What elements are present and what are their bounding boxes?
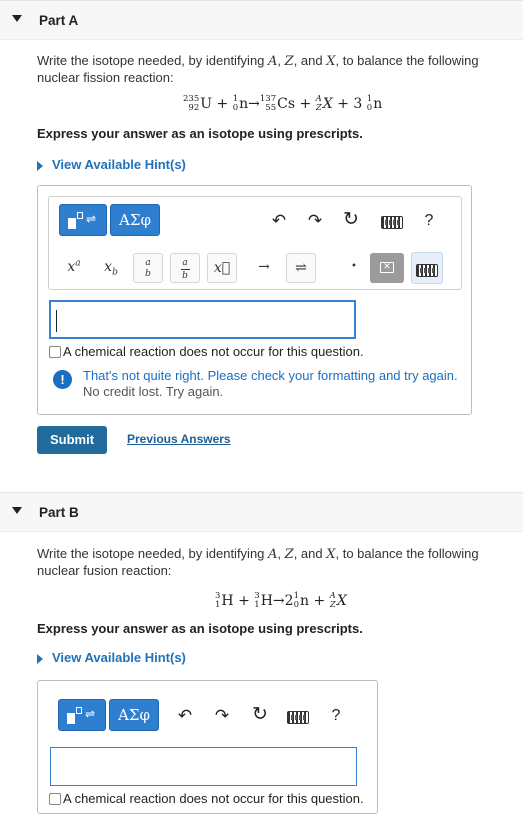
swap-arrows-icon: ⇌ bbox=[85, 707, 96, 721]
element-symbol: H bbox=[221, 593, 234, 609]
previous-answers-link[interactable]: Previous Answers bbox=[127, 432, 231, 446]
element-symbol: U bbox=[200, 96, 213, 112]
sym-exp: a bbox=[75, 258, 81, 269]
element-symbol: n bbox=[300, 593, 310, 609]
question-text: , to balance the following nuclear fusion reaction: bbox=[37, 546, 479, 578]
part-b-instruction: Express your answer as an isotope using prescripts. bbox=[37, 621, 363, 636]
plus-sign: + bbox=[337, 96, 349, 112]
greek-symbols-button[interactable]: ΑΣφ bbox=[110, 204, 160, 236]
arrow-right-icon: → bbox=[258, 259, 270, 275]
part-a-header[interactable] bbox=[0, 0, 523, 40]
part-a-instruction: Express your answer as an isotope using prescripts. bbox=[37, 126, 363, 141]
feedback-sub-text: No credit lost. Try again. bbox=[83, 384, 224, 399]
element-symbol: n bbox=[239, 96, 249, 112]
prescript: 1 0 bbox=[293, 591, 299, 610]
question-sep: , and bbox=[293, 53, 327, 68]
keyboard-icon bbox=[416, 264, 438, 277]
no-reaction-checkbox[interactable] bbox=[49, 793, 61, 805]
subscript-button[interactable] bbox=[96, 253, 126, 283]
templates-button[interactable] bbox=[58, 699, 106, 731]
templates-button[interactable] bbox=[59, 204, 107, 236]
plus-sign: + bbox=[238, 593, 250, 609]
redo-icon[interactable]: ↷ bbox=[307, 211, 323, 230]
prescript: 235 92 bbox=[183, 94, 200, 113]
reaction-arrow-button[interactable] bbox=[249, 253, 279, 283]
feedback-main-text: That's not quite right. Please check your formatting and try again. bbox=[83, 368, 458, 383]
prescript: 137 55 bbox=[259, 94, 277, 113]
coefficient: 3 bbox=[353, 96, 363, 112]
template-icon bbox=[68, 218, 76, 229]
expand-triangle-icon bbox=[37, 161, 43, 171]
answer-input[interactable] bbox=[49, 300, 356, 339]
equilibrium-arrow-button[interactable] bbox=[286, 253, 316, 283]
element-symbol: Cs bbox=[277, 96, 296, 112]
math-toolbar bbox=[48, 196, 462, 290]
prescript: 1 0 bbox=[366, 94, 373, 113]
help-button[interactable]: ? bbox=[424, 212, 434, 229]
equilibrium-icon: ⇌ bbox=[295, 260, 307, 276]
swap-arrows-icon: ⇌ bbox=[86, 212, 97, 226]
var-x: X bbox=[326, 547, 336, 562]
question-sep: , bbox=[277, 546, 285, 561]
collapse-caret-icon[interactable] bbox=[12, 15, 22, 22]
part-a-title: Part A bbox=[39, 13, 79, 28]
part-a-answer-box bbox=[37, 185, 472, 415]
vector-icon: x⃗ bbox=[213, 260, 231, 276]
checkbox-label: A chemical reaction does not occur for this question. bbox=[63, 791, 364, 806]
submit-button[interactable]: Submit bbox=[37, 426, 107, 454]
var-a: A bbox=[268, 54, 278, 69]
fraction-icon: a b bbox=[145, 258, 151, 279]
element-symbol: n bbox=[373, 96, 383, 112]
alert-icon: ! bbox=[53, 370, 72, 389]
collapse-caret-icon[interactable] bbox=[12, 507, 22, 514]
prescript: A Z bbox=[329, 591, 336, 610]
prescript: A Z bbox=[315, 94, 322, 113]
plus-sign: + bbox=[313, 593, 326, 609]
no-reaction-option[interactable] bbox=[49, 344, 364, 359]
prescript: 3 1 bbox=[254, 591, 260, 610]
prescript: 3 1 bbox=[215, 591, 221, 610]
question-text: Write the isotope needed, by identifying bbox=[37, 53, 269, 68]
question-sep: , and bbox=[293, 546, 327, 561]
element-symbol: X bbox=[322, 96, 333, 112]
vector-button[interactable] bbox=[207, 253, 237, 283]
fission-equation bbox=[183, 95, 382, 113]
plus-sign: + bbox=[299, 96, 312, 112]
answer-input[interactable] bbox=[50, 747, 357, 786]
keyboard-shortcuts-icon[interactable] bbox=[381, 216, 403, 229]
part-b-question bbox=[37, 546, 507, 579]
reaction-arrow: → bbox=[248, 96, 260, 112]
question-sep: , bbox=[277, 53, 285, 68]
sym-base: x bbox=[104, 259, 113, 275]
undo-icon[interactable]: ↶ bbox=[177, 706, 193, 725]
no-reaction-checkbox[interactable] bbox=[49, 346, 61, 358]
hint-label: View Available Hint(s) bbox=[52, 650, 186, 665]
keyboard-shortcuts-icon[interactable] bbox=[287, 711, 309, 724]
part-b-header[interactable] bbox=[0, 492, 523, 532]
part-b-hint-link[interactable] bbox=[37, 650, 186, 665]
delete-button[interactable] bbox=[370, 253, 404, 283]
template-icon bbox=[67, 713, 75, 724]
superscript-button[interactable] bbox=[59, 253, 89, 283]
coefficient: 2 bbox=[284, 593, 294, 609]
reset-icon[interactable]: ↻ bbox=[252, 704, 268, 725]
text-cursor bbox=[56, 310, 57, 332]
dot-button[interactable] bbox=[339, 253, 369, 283]
backspace-icon: ✕ bbox=[380, 262, 394, 273]
fusion-equation bbox=[215, 592, 347, 610]
redo-icon[interactable]: ↷ bbox=[214, 706, 230, 725]
part-a-question bbox=[37, 53, 507, 86]
part-b-answer-box bbox=[37, 680, 378, 814]
var-z: Z bbox=[284, 54, 294, 69]
keyboard-toggle-button[interactable] bbox=[411, 252, 443, 284]
template-icon-box bbox=[77, 212, 83, 219]
prescript: 1 0 bbox=[232, 94, 239, 113]
reset-icon[interactable]: ↻ bbox=[343, 209, 359, 230]
element-symbol: X bbox=[336, 593, 347, 609]
checkbox-label: A chemical reaction does not occur for this question. bbox=[63, 344, 364, 359]
plus-sign: + bbox=[216, 96, 229, 112]
hint-label: View Available Hint(s) bbox=[52, 157, 186, 172]
var-x: X bbox=[326, 54, 336, 69]
no-reaction-option[interactable] bbox=[49, 791, 364, 806]
reaction-arrow: → bbox=[272, 593, 285, 609]
help-button[interactable]: ? bbox=[331, 707, 341, 724]
undo-icon[interactable]: ↶ bbox=[271, 211, 287, 230]
stacked-fraction-icon: $\frac{a}{b}$ bbox=[182, 258, 188, 281]
sym-sub: b bbox=[112, 267, 118, 278]
element-symbol: H bbox=[260, 593, 273, 609]
question-text: Write the isotope needed, by identifying bbox=[37, 546, 269, 561]
part-b-title: Part B bbox=[39, 505, 79, 520]
var-a: A bbox=[268, 547, 278, 562]
template-icon-box bbox=[76, 707, 82, 714]
var-z: Z bbox=[284, 547, 294, 562]
question-text: , to balance the following nuclear fission reaction: bbox=[37, 53, 479, 85]
dot-icon: • bbox=[351, 261, 357, 272]
fraction-button[interactable] bbox=[133, 253, 163, 283]
sym-base: x bbox=[67, 259, 76, 275]
expand-triangle-icon bbox=[37, 654, 43, 664]
greek-symbols-button[interactable]: ΑΣφ bbox=[109, 699, 159, 731]
part-a-hint-link[interactable] bbox=[37, 157, 186, 172]
stacked-fraction-button[interactable] bbox=[170, 253, 200, 283]
